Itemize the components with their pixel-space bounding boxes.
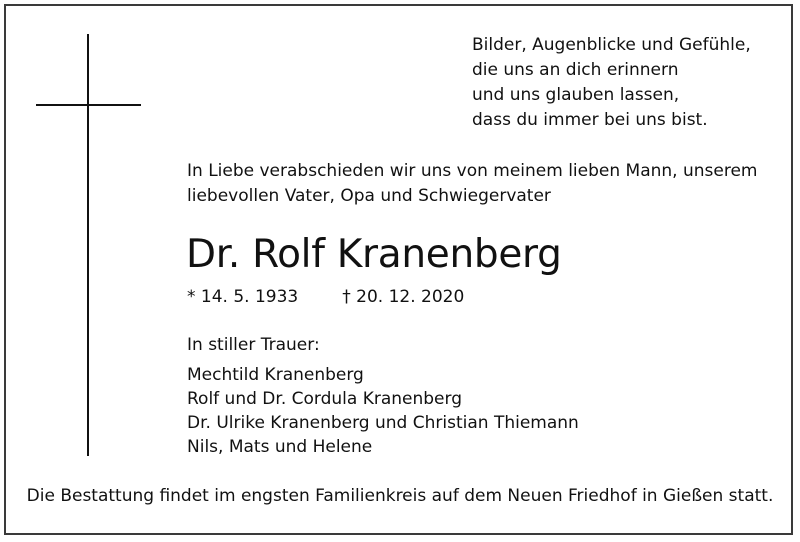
poem-line: dass du immer bei uns bist. (472, 110, 708, 130)
cross-horizontal-bar (36, 104, 141, 106)
death-date: † 20. 12. 2020 (342, 287, 465, 307)
mourner-name: Rolf und Dr. Cordula Kranenberg (187, 389, 462, 409)
memorial-poem (472, 33, 751, 133)
farewell-line: liebevollen Vater, Opa und Schwiegervater (187, 186, 551, 206)
mourning-heading: In stiller Trauer: (187, 335, 320, 355)
poem-line: Bilder, Augenblicke und Gefühle, (472, 35, 751, 55)
deceased-name: Dr. Rolf Kranenberg (186, 232, 562, 277)
birth-date: * 14. 5. 1933 (187, 287, 299, 307)
funeral-notice: Die Bestattung findet im engsten Familienkreis auf dem Neuen Friedhof in Gießen statt. (26, 486, 774, 506)
poem-line: und uns glauben lassen, (472, 85, 680, 105)
mourners-list (187, 363, 579, 459)
cross-vertical-bar (87, 34, 89, 456)
poem-line: die uns an dich erinnern (472, 60, 679, 80)
mourner-name: Nils, Mats und Helene (187, 437, 373, 457)
mourner-name: Mechtild Kranenberg (187, 365, 364, 385)
mourner-name: Dr. Ulrike Kranenberg und Christian Thiemann (187, 413, 579, 433)
life-dates (187, 285, 464, 310)
farewell-text (187, 159, 758, 209)
farewell-line: In Liebe verabschieden wir uns von meinem lieben Mann, unserem (187, 161, 758, 181)
